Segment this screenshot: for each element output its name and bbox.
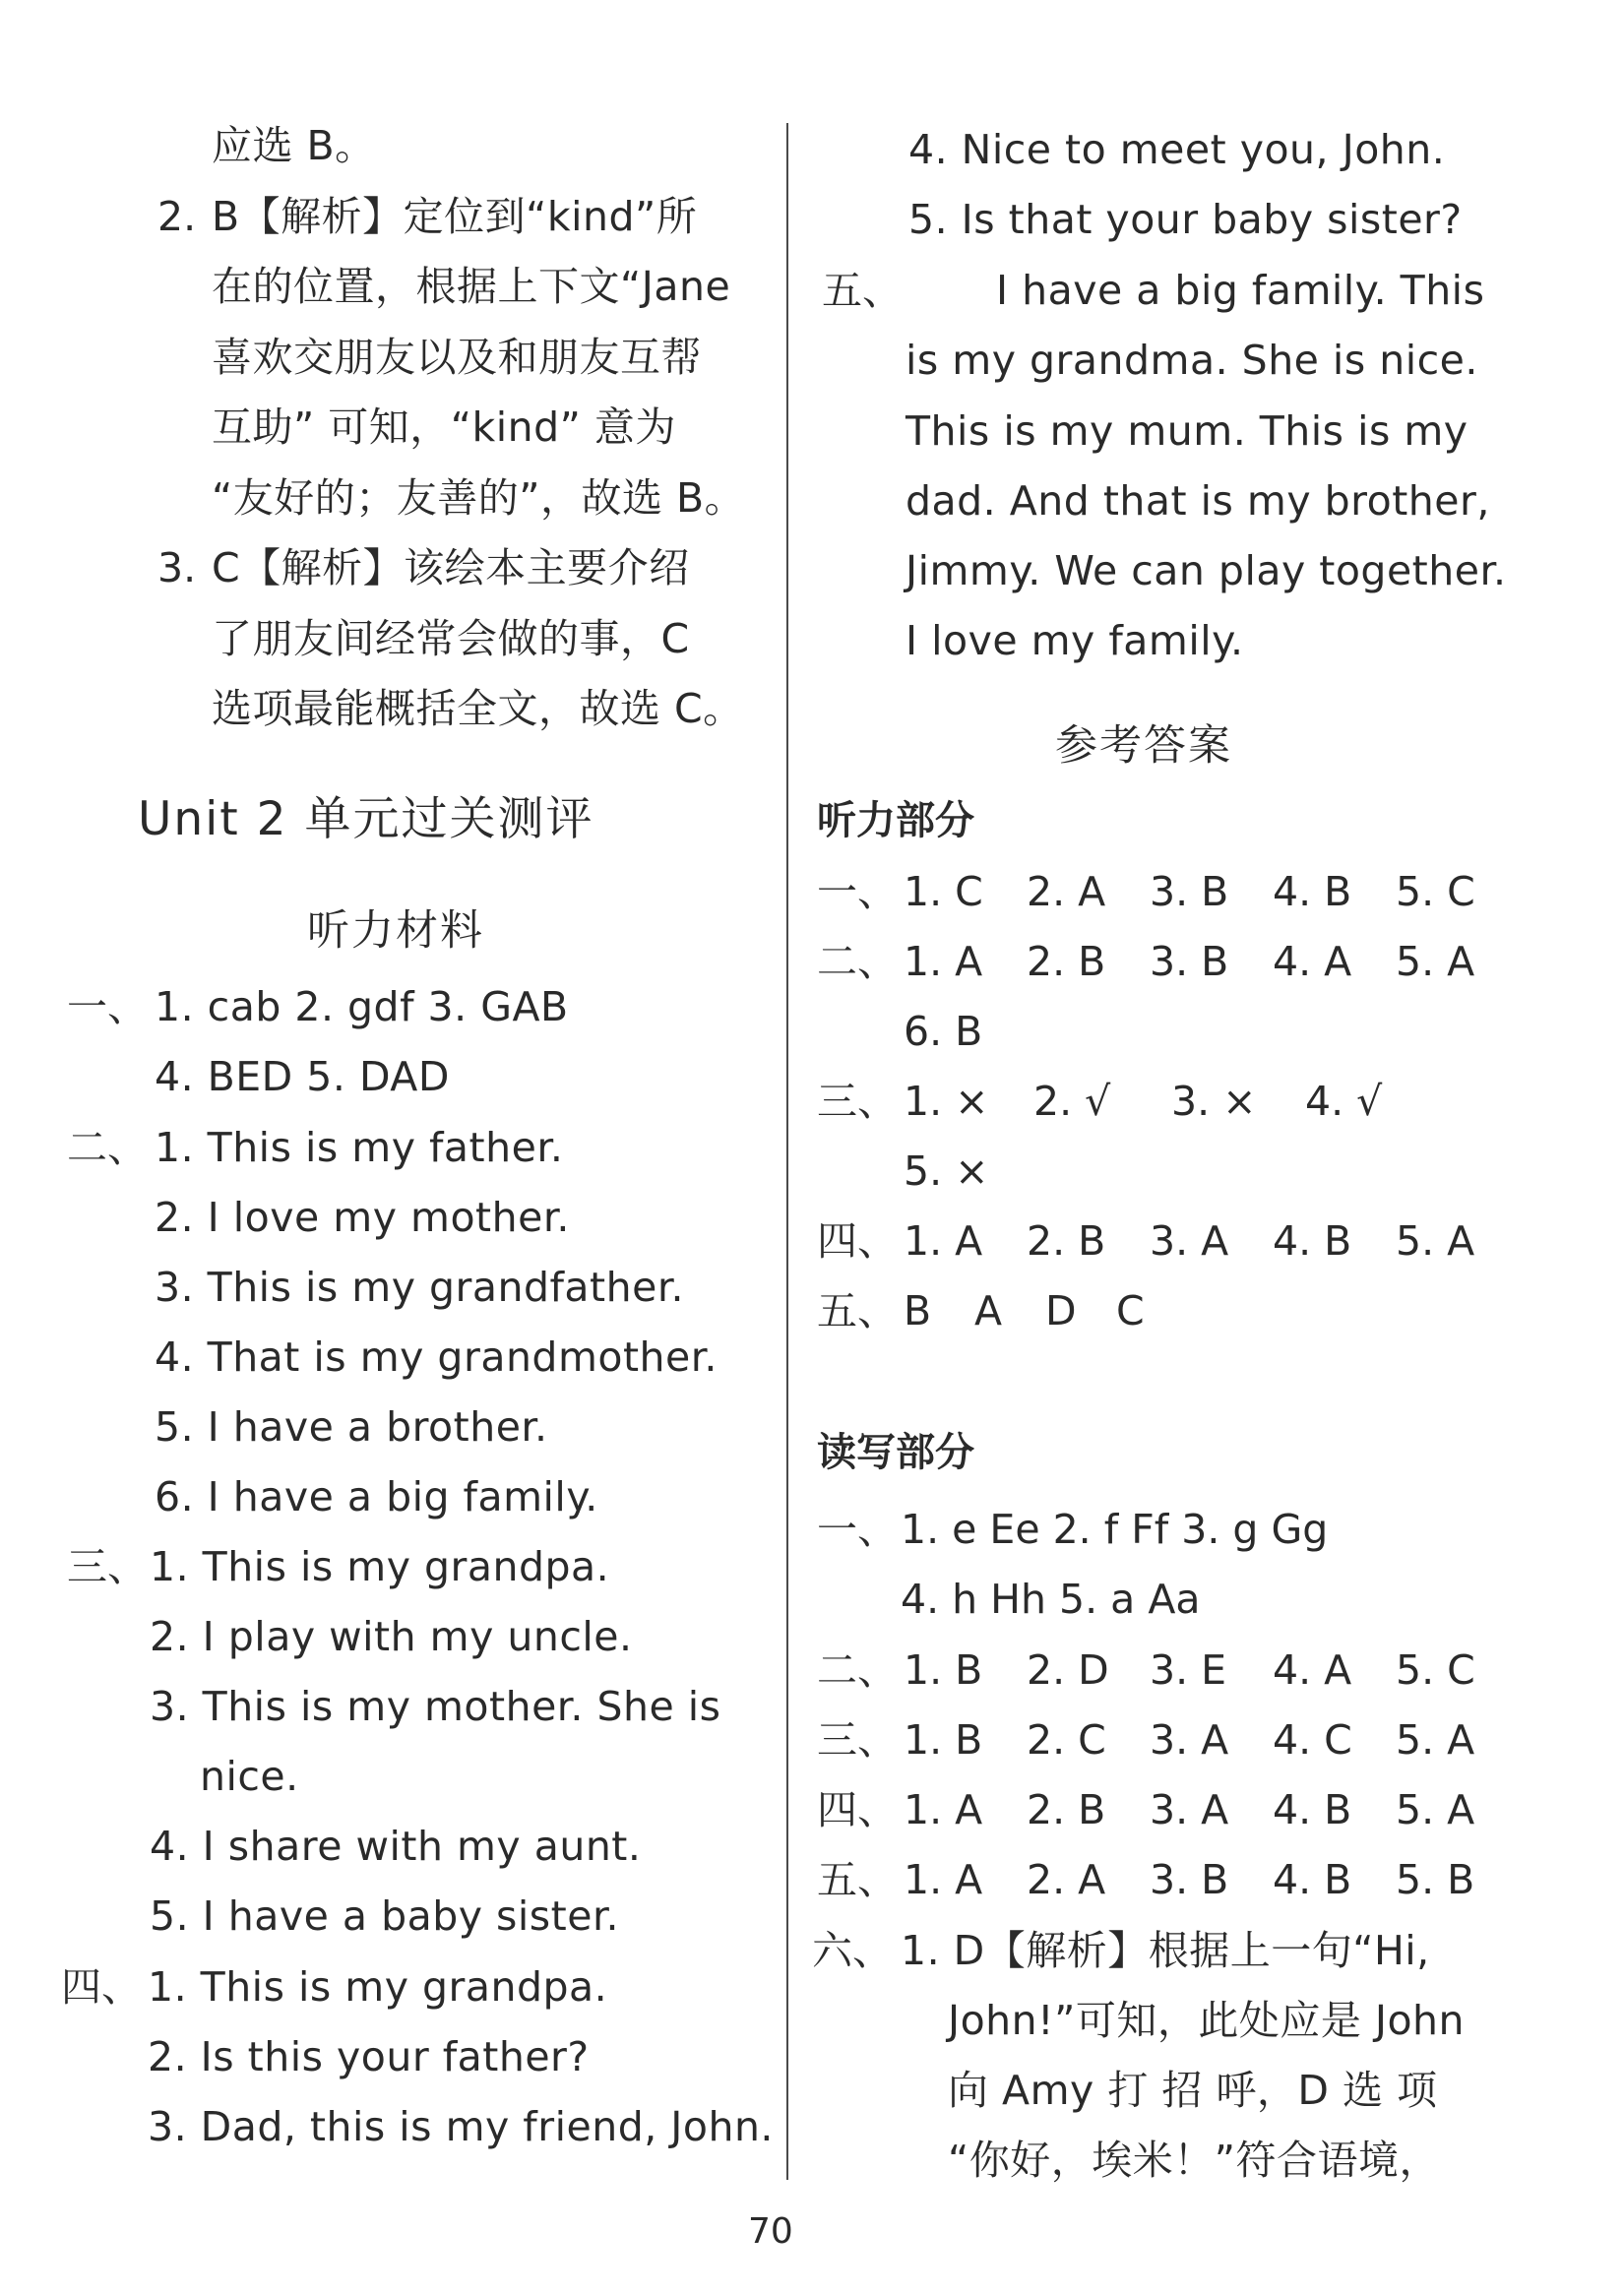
section-line: 1. This is my grandpa. [148, 1963, 608, 2011]
section-line: 1. This is my grandpa. [150, 1543, 610, 1590]
section-mark: 三、 [817, 1716, 898, 1764]
answer-cell: A [974, 1287, 1003, 1334]
section-mark: 五、 [817, 1856, 898, 1903]
answer-cell: 4. A [1273, 1646, 1352, 1694]
section-line: 1. cab 2. gdf 3. GAB [155, 983, 569, 1030]
answer-line: 1. e Ee 2. f Ff 3. g Gg [901, 1506, 1329, 1553]
section-mark: 一、 [67, 983, 148, 1030]
answer-cell: 3. × [1171, 1078, 1257, 1125]
answer-cell: D [1045, 1287, 1077, 1334]
unit-title: Unit 2 单元过关测评 [138, 792, 594, 846]
answer-cell: 1. × [904, 1078, 989, 1125]
answer-cell: 5. A [1396, 1786, 1475, 1833]
answer-line: 4. h Hh 5. a Aa [901, 1576, 1201, 1623]
answer-cell: 5. A [1396, 1217, 1475, 1265]
answer-cell: 1. B [904, 1646, 983, 1694]
answer-cell: 1. B [904, 1716, 983, 1764]
answer-cell: 1. A [904, 1856, 983, 1903]
explain-line: C【解析】该绘本主要介绍 [212, 544, 690, 591]
section-mark: 二、 [817, 938, 898, 985]
answer-cell: 4. A [1273, 938, 1352, 985]
answer-cell: 2. A [1027, 1856, 1106, 1903]
answer-cell: 3. B [1150, 868, 1229, 915]
answer-cell: 4. √ [1305, 1078, 1383, 1125]
section-line: 6. I have a big family. [155, 1473, 598, 1520]
passage-line: is my grandma. She is nice. [906, 337, 1478, 384]
page-number: 70 [748, 2211, 793, 2252]
explain-line: 互助” 可知，“kind” 意为 [212, 403, 676, 451]
answer-cell: 2. C [1027, 1716, 1106, 1764]
answer-cell: B [904, 1287, 932, 1334]
section-line: 3. Dad, this is my friend, John. [148, 2103, 774, 2150]
explain-line: 在的位置，根据上下文“Jane [212, 263, 731, 310]
passage-line: I have a big family. This [996, 267, 1485, 314]
item-number: 3. [157, 544, 197, 591]
answer-cell: 1. A [904, 1217, 983, 1265]
answer-cell: 3. E [1150, 1646, 1227, 1694]
answer-cell: 5. B [1396, 1856, 1475, 1903]
section-mark: 二、 [67, 1124, 148, 1171]
answer-cell: 5. C [1396, 1646, 1475, 1694]
answer-cell: 2. A [1027, 868, 1106, 915]
answer-cell: 3. A [1150, 1716, 1229, 1764]
explain-line: 选项最能概括全文，故选 C。 [212, 685, 744, 732]
section-line: 4. That is my grandmother. [155, 1333, 718, 1381]
explain-line: “你好，埃米！”符合语境， [948, 2137, 1440, 2184]
answer-cell: 2. B [1027, 1217, 1106, 1265]
explain-line: 1. D【解析】根据上一句“Hi, [901, 1927, 1430, 1974]
section-mark: 五、 [817, 1287, 898, 1334]
section-line: 3. This is my grandfather. [155, 1264, 684, 1311]
column-divider [786, 123, 788, 2180]
answer-cell: 1. C [904, 868, 983, 915]
answer-cell: 2. √ [1033, 1078, 1111, 1125]
answer-cell: 4. B [1273, 1856, 1352, 1903]
section-line: 2. I love my mother. [155, 1194, 570, 1241]
answer-cell: 2. D [1027, 1646, 1109, 1694]
passage-line: This is my mum. This is my [906, 407, 1468, 455]
answer-cell: 4. B [1273, 868, 1352, 915]
section-line: nice. [200, 1753, 299, 1800]
answer-cell: 4. C [1273, 1716, 1352, 1764]
answer-cell: 3. B [1150, 938, 1229, 985]
section-mark: 一、 [817, 868, 898, 915]
section-mark: 二、 [817, 1646, 898, 1694]
section-line: 5. I have a baby sister. [150, 1892, 620, 1940]
section-line: 3. This is my mother. She is [150, 1683, 721, 1730]
answer-cell: 3. A [1150, 1217, 1229, 1265]
answer-cell: 1. A [904, 1786, 983, 1833]
section-mark: 六、 [812, 1927, 893, 1974]
listening-part-heading: 听力部分 [817, 797, 974, 843]
answer-cell: 2. B [1027, 1786, 1106, 1833]
section-mark: 四、 [61, 1963, 142, 2011]
section-mark: 三、 [67, 1543, 148, 1590]
section-mark: 五、 [822, 267, 903, 314]
section-line: 4. BED 5. DAD [155, 1053, 450, 1100]
section-mark: 四、 [817, 1217, 898, 1265]
explain-line: 了朋友间经常会做的事，C [212, 615, 690, 662]
section-line: 1. This is my father. [155, 1124, 564, 1171]
answers-title: 参考答案 [1055, 721, 1232, 771]
explain-line: 向 Amy 打 招 呼，D 选 项 [948, 2067, 1438, 2114]
section-line: 4. Nice to meet you, John. [908, 126, 1446, 173]
section-line: 2. I play with my uncle. [150, 1613, 633, 1660]
section-mark: 四、 [817, 1786, 898, 1833]
section-line: 2. Is this your father? [148, 2033, 590, 2080]
explain-line: B【解析】定位到“kind”所 [212, 193, 698, 240]
section-mark: 一、 [817, 1506, 898, 1553]
explain-line: 应选 B。 [212, 122, 376, 169]
answer-cell: 4. B [1273, 1217, 1352, 1265]
answer-cell: 3. B [1150, 1856, 1229, 1903]
listening-material-title: 听力材料 [307, 906, 484, 956]
section-line: 4. I share with my aunt. [150, 1823, 642, 1870]
passage-line: Jimmy. We can play together. [906, 547, 1507, 594]
answer-cell: 1. A [904, 938, 983, 985]
answer-cell: 2. B [1027, 938, 1106, 985]
explain-line: 喜欢交朋友以及和朋友互帮 [212, 334, 702, 381]
section-mark: 三、 [817, 1078, 898, 1125]
answer-cell: 3. A [1150, 1786, 1229, 1833]
explain-line: John!”可知，此处应是 John [948, 1997, 1466, 2044]
section-line: 5. I have a brother. [155, 1403, 548, 1451]
answer-cell: 5. A [1396, 1716, 1475, 1764]
answer-cell: 6. B [904, 1008, 983, 1055]
answer-cell: 4. B [1273, 1786, 1352, 1833]
explain-line: “友好的；友善的”，故选 B。 [212, 474, 746, 522]
section-line: 5. Is that your baby sister? [908, 196, 1463, 243]
item-number: 2. [157, 193, 197, 240]
passage-line: I love my family. [906, 617, 1244, 664]
answer-cell: 5. × [904, 1147, 989, 1195]
reading-writing-part-heading: 读写部分 [817, 1429, 974, 1475]
passage-line: dad. And that is my brother, [906, 477, 1490, 525]
answer-cell: C [1116, 1287, 1145, 1334]
answer-cell: 5. C [1396, 868, 1475, 915]
answer-cell: 5. A [1396, 938, 1475, 985]
